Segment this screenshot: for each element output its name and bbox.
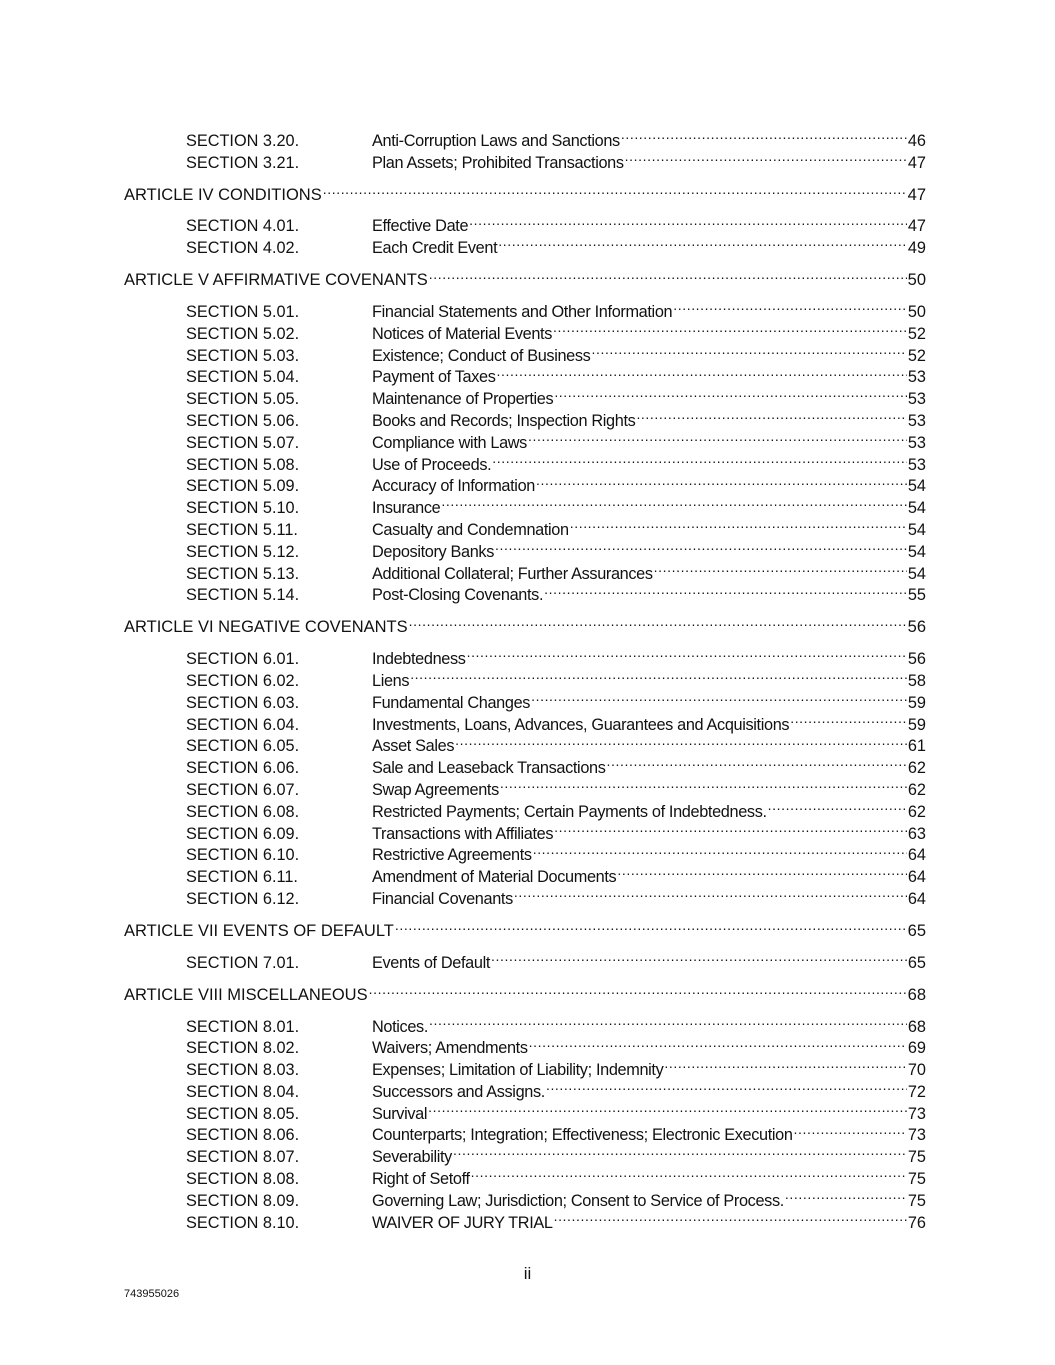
toc-article-entry[interactable] [124,978,926,1004]
dot-leader [570,513,907,535]
section-number: SECTION 8.09. [186,1191,300,1210]
section-title: Severability [372,1148,452,1167]
section-page-number: 68 [907,1017,926,1036]
toc-article-entry[interactable] [124,610,926,637]
article-page-number: 56 [907,618,926,637]
dot-leader [546,1075,907,1097]
dot-leader [369,978,907,1000]
section-number: SECTION 5.12. [186,542,300,561]
section-page-number: 64 [907,868,926,887]
section-number: SECTION 4.02. [186,239,300,258]
section-page-number: 62 [907,780,926,799]
section-page-number: 46 [907,131,926,150]
section-number: SECTION 6.12. [186,889,300,908]
dot-leader [654,557,907,579]
section-number: SECTION 5.06. [186,411,300,430]
dot-leader [455,730,907,752]
section-title: Casualty and Condemnation [372,520,569,539]
section-title: Indebtedness [372,650,466,669]
section-page-number: 53 [907,411,926,430]
section-page-number: 75 [907,1191,926,1210]
section-number: SECTION 8.06. [186,1126,300,1145]
section-page-number: 54 [907,564,926,583]
section-number: SECTION 5.08. [186,455,300,474]
page-number: ii [523,1264,532,1283]
dot-leader [794,1119,907,1141]
dot-leader [607,751,907,773]
dot-leader [497,361,907,383]
section-title: Liens [372,671,410,690]
section-number: SECTION 5.01. [186,302,300,321]
section-page-number: 52 [907,346,926,365]
section-page-number: 63 [907,824,926,843]
table-of-contents [124,124,926,1232]
section-page-number: 64 [907,846,926,865]
dot-leader [441,491,907,513]
section-number: SECTION 8.05. [186,1104,300,1123]
section-number: SECTION 8.04. [186,1082,300,1101]
dot-leader [528,426,907,448]
dot-leader [790,708,907,730]
dot-leader [429,1010,907,1032]
section-title: Restrictive Agreements [372,846,532,865]
section-number: SECTION 6.09. [186,824,300,843]
section-number: SECTION 6.01. [186,650,300,669]
section-title: Maintenance of Properties [372,390,554,409]
dot-leader [625,146,907,168]
section-title: Notices. [372,1017,429,1036]
dot-leader [514,882,907,904]
section-title: Restricted Payments; Certain Payments of Indebtedness. [372,802,767,821]
section-title: Financial Covenants [372,889,513,908]
section-page-number: 47 [907,217,926,236]
section-page-number: 55 [907,586,926,605]
section-title: Depository Banks [372,542,494,561]
dot-leader [500,773,907,795]
dot-leader [492,448,907,470]
section-title: Successors and Assigns. [372,1082,545,1101]
toc-article-entry[interactable] [124,263,926,290]
section-title: Existence; Conduct of Business [372,346,591,365]
section-title: Governing Law; Jurisdiction; Consent to Service of Process. [372,1191,784,1210]
dot-leader [495,535,907,557]
section-number: SECTION 6.08. [186,802,300,821]
dot-leader [531,686,907,708]
section-title: Swap Agreements [372,780,499,799]
section-page-number: 73 [907,1126,926,1145]
dot-leader [554,382,907,404]
section-number: SECTION 8.01. [186,1017,300,1036]
article-title: ARTICLE VIII MISCELLANEOUS [124,985,368,1004]
document-id: 743955026 [124,1288,180,1300]
section-title: Payment of Taxes [372,368,496,387]
dot-leader [533,839,907,861]
section-page-number: 61 [907,737,926,756]
section-title: Survival [372,1104,428,1123]
section-title: Sale and Leaseback Transactions [372,759,606,778]
section-number: SECTION 6.05. [186,737,300,756]
article-page-number: 50 [907,271,926,290]
section-page-number: 75 [907,1170,926,1189]
section-number: SECTION 5.05. [186,390,300,409]
toc-article-entry[interactable] [124,178,926,204]
section-page-number: 58 [907,671,926,690]
article-title: ARTICLE V AFFIRMATIVE COVENANTS [124,271,428,290]
section-page-number: 65 [907,953,926,972]
dot-leader [395,914,907,936]
section-page-number: 56 [907,650,926,669]
section-title: Waivers; Amendments [372,1039,528,1058]
dot-leader [621,124,907,146]
section-title: Amendment of Material Documents [372,868,617,887]
section-title: Plan Assets; Prohibited Transactions [372,153,624,172]
dot-leader [471,1162,907,1184]
section-page-number: 62 [907,759,926,778]
article-title: ARTICLE VII EVENTS OF DEFAULT [124,921,394,940]
section-title: Asset Sales [372,737,455,756]
section-number: SECTION 5.13. [186,564,300,583]
section-page-number: 54 [907,520,926,539]
section-number: SECTION 5.03. [186,346,300,365]
section-number: SECTION 5.09. [186,477,300,496]
toc-section-entry[interactable] [124,946,926,972]
section-number: SECTION 5.04. [186,368,300,387]
section-title: Insurance [372,499,441,518]
section-page-number: 73 [907,1104,926,1123]
section-number: SECTION 3.21. [186,153,300,172]
dot-leader [554,1206,907,1228]
section-page-number: 54 [907,499,926,518]
section-page-number: 53 [907,455,926,474]
section-page-number: 64 [907,889,926,908]
section-title: Notices of Material Events [372,324,553,343]
section-title: Events of Default [372,953,491,972]
section-number: SECTION 8.02. [186,1039,300,1058]
section-number: SECTION 8.08. [186,1170,300,1189]
section-page-number: 53 [907,433,926,452]
dot-leader [536,470,907,492]
article-title: ARTICLE VI NEGATIVE COVENANTS [124,618,408,637]
section-title: Effective Date [372,217,469,236]
dot-leader [428,1097,907,1119]
section-title: Use of Proceeds. [372,455,492,474]
section-page-number: 47 [907,153,926,172]
article-title: ARTICLE IV CONDITIONS [124,185,322,204]
dot-leader [768,795,907,817]
section-page-number: 76 [907,1213,926,1232]
dot-leader [636,404,906,426]
section-number: SECTION 4.01. [186,217,300,236]
section-number: SECTION 8.07. [186,1148,300,1167]
toc-section-entry[interactable] [124,210,926,236]
dot-leader [544,579,907,601]
dot-leader [591,339,906,361]
section-number: SECTION 5.11. [186,520,298,539]
section-number: SECTION 6.04. [186,715,300,734]
section-title: Transactions with Affiliates [372,824,554,843]
section-page-number: 54 [907,542,926,561]
toc-section-entry[interactable] [124,124,926,150]
dot-leader [664,1053,906,1075]
section-number: SECTION 5.07. [186,433,300,452]
section-title: Fundamental Changes [372,693,531,712]
section-number: SECTION 3.20. [186,131,300,150]
section-page-number: 75 [907,1148,926,1167]
section-title: WAIVER OF JURY TRIAL [372,1213,553,1232]
dot-leader [491,946,907,968]
dot-leader [498,231,907,253]
section-number: SECTION 5.02. [186,324,300,343]
dot-leader [553,317,907,339]
section-page-number: 59 [907,693,926,712]
toc-section-entry[interactable] [124,1010,926,1036]
section-page-number: 53 [907,390,926,409]
dot-leader [409,610,907,632]
dot-leader [453,1140,907,1162]
section-number: SECTION 5.10. [186,499,300,518]
toc-article-entry[interactable] [124,914,926,940]
section-number: SECTION 6.07. [186,780,300,799]
dot-leader [617,860,907,882]
dot-leader [554,817,907,839]
dot-leader [429,263,907,285]
section-title: Counterparts; Integration; Effectiveness; Electronic Execution [372,1126,793,1145]
section-number: SECTION 6.02. [186,671,300,690]
section-title: Anti-Corruption Laws and Sanctions [372,131,620,150]
section-title: Expenses; Limitation of Liability; Indemnity [372,1061,664,1080]
dot-leader [785,1184,907,1206]
section-page-number: 53 [907,368,926,387]
section-title: Accuracy of Information [372,477,535,496]
section-page-number: 72 [907,1082,926,1101]
section-title: Compliance with Laws [372,433,527,452]
dot-leader [410,664,907,686]
dot-leader [673,295,907,317]
section-title: Each Credit Event [372,239,498,258]
section-number: SECTION 8.10. [186,1213,300,1232]
section-page-number: 54 [907,477,926,496]
toc-section-entry[interactable] [124,295,926,321]
section-title: Post-Closing Covenants. [372,586,544,605]
section-number: SECTION 8.03. [186,1061,300,1080]
dot-leader [469,210,907,232]
dot-leader [529,1032,907,1054]
article-page-number: 65 [907,921,926,940]
dot-leader [323,178,907,200]
section-page-number: 52 [907,324,926,343]
section-page-number: 69 [907,1039,926,1058]
section-title: Financial Statements and Other Information [372,302,673,321]
section-page-number: 59 [907,715,926,734]
dot-leader [467,642,907,664]
section-number: SECTION 6.11. [186,868,298,887]
toc-section-entry[interactable] [124,642,926,669]
section-number: SECTION 6.06. [186,759,300,778]
section-title: Investments, Loans, Advances, Guarantees and Acquisitions [372,715,790,734]
section-title: Books and Records; Inspection Rights [372,411,636,430]
section-page-number: 49 [907,239,926,258]
section-page-number: 70 [907,1061,926,1080]
section-number: SECTION 6.10. [186,846,300,865]
section-number: SECTION 5.14. [186,586,300,605]
section-page-number: 50 [907,302,926,321]
section-title: Additional Collateral; Further Assurances [372,564,653,583]
section-number: SECTION 7.01. [186,953,300,972]
article-page-number: 47 [907,185,926,204]
article-page-number: 68 [907,985,926,1004]
section-title: Right of Setoff [372,1170,470,1189]
section-page-number: 62 [907,802,926,821]
section-number: SECTION 6.03. [186,693,300,712]
